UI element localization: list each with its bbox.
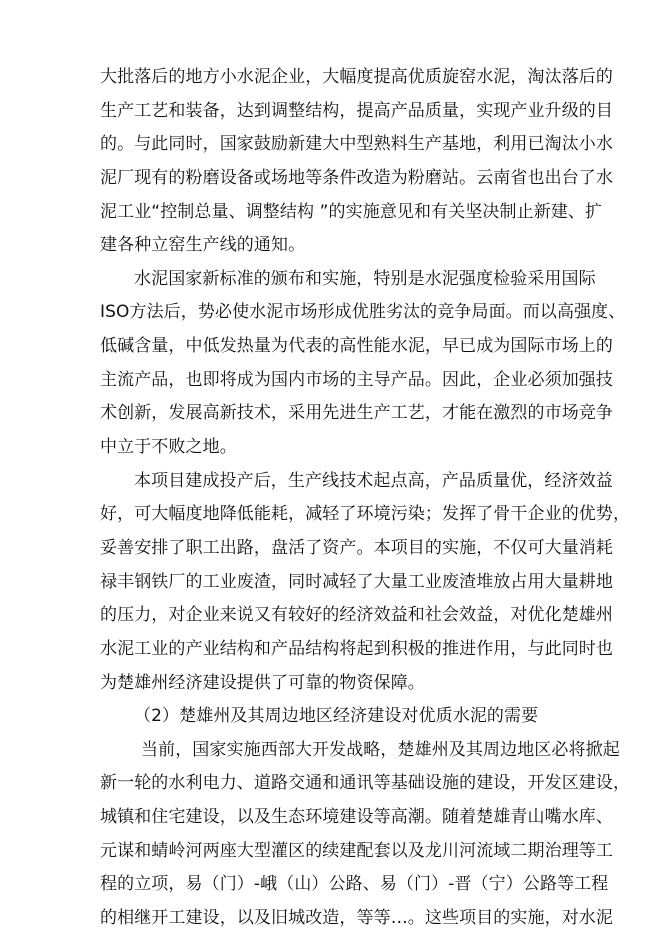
text-line: 元谋和蜻岭河两座大型灌区的续建配套以及龙川河流域二期治理等工 [100,841,613,861]
text-line: 为楚雄州经济建设提供了可靠的物资保障。 [100,673,425,693]
text-line: 建各种立窑生产线的通知。 [100,235,306,255]
text-line: 泥厂现有的粉磨设备或场地等条件改造为粉磨站。云南省也出台了水 [100,168,613,188]
text-line: 中立于不败之地。 [100,437,237,457]
text-line: 当前，国家实施西部大开发战略，楚雄州及其周边地区必将掀起 [141,740,620,760]
text-line: 主流产品，也即将成为国内市场的主导产品。因此，企业必须加强技 [100,370,613,390]
text-line: 泥工业“控制总量、调整结构 ”的实施意见和有关坚决制止新建、扩 [100,202,603,222]
text-line: 好，可大幅度地降低能耗，减轻了环境污染；发挥了骨干企业的优势， [100,504,631,524]
text-line: 低碱含量，中低发热量为代表的高性能水泥，早已成为国际市场上的 [100,336,613,356]
text-line: 程的立项，易（门）-峨（山）公路、易（门）-晋（宁）公路等工程 [100,874,609,894]
section-heading: （2）楚雄州及其周边地区经济建设对优质水泥的需要 [134,706,539,726]
text-line: 的压力，对企业来说又有较好的经济效益和社会效益，对优化楚雄州 [100,605,613,625]
text-line: 妥善安排了职工出路，盘活了资产。本项目的实施，不仅可大量消耗 [100,538,613,558]
text-line: 水泥国家新标准的颁布和实施，特别是水泥强度检验采用国际 [134,269,596,289]
text-line: 本项目建成投产后，生产线技术起点高，产品质量优，经济效益 [134,471,613,491]
text-line: 城镇和住宅建设，以及生态环境建设等高潮。随着楚雄青山嘴水库、 [100,807,613,827]
text-line: 禄丰钢铁厂的工业废渣，同时减轻了大量工业废渣堆放占用大量耕地 [100,572,613,592]
text-line: 的。与此同时，国家鼓励新建大中型熟料生产基地，利用已淘汰小水 [100,134,613,154]
text-line: ISO方法后，势必使水泥市场形成优胜劣汰的竞争局面。而以高强度、 [100,302,626,322]
text-line: 的相继开工建设，以及旧城改造，等等…。这些项目的实施，对水泥 [100,908,613,928]
text-line: 生产工艺和装备，达到调整结构，提高产品质量，实现产业升级的目 [100,101,613,121]
text-line: 术创新，发展高新技术，采用先进生产工艺，才能在激烈的市场竞争 [100,403,613,423]
text-line: 水泥工业的产业结构和产品结构将起到积极的推进作用，与此同时也 [100,639,613,659]
text-line: 大批落后的地方小水泥企业，大幅度提高优质旋窑水泥，淘汰落后的 [100,67,613,87]
text-line: 新一轮的水利电力、道路交通和通讯等基础设施的建设，开发区建设， [100,773,631,793]
